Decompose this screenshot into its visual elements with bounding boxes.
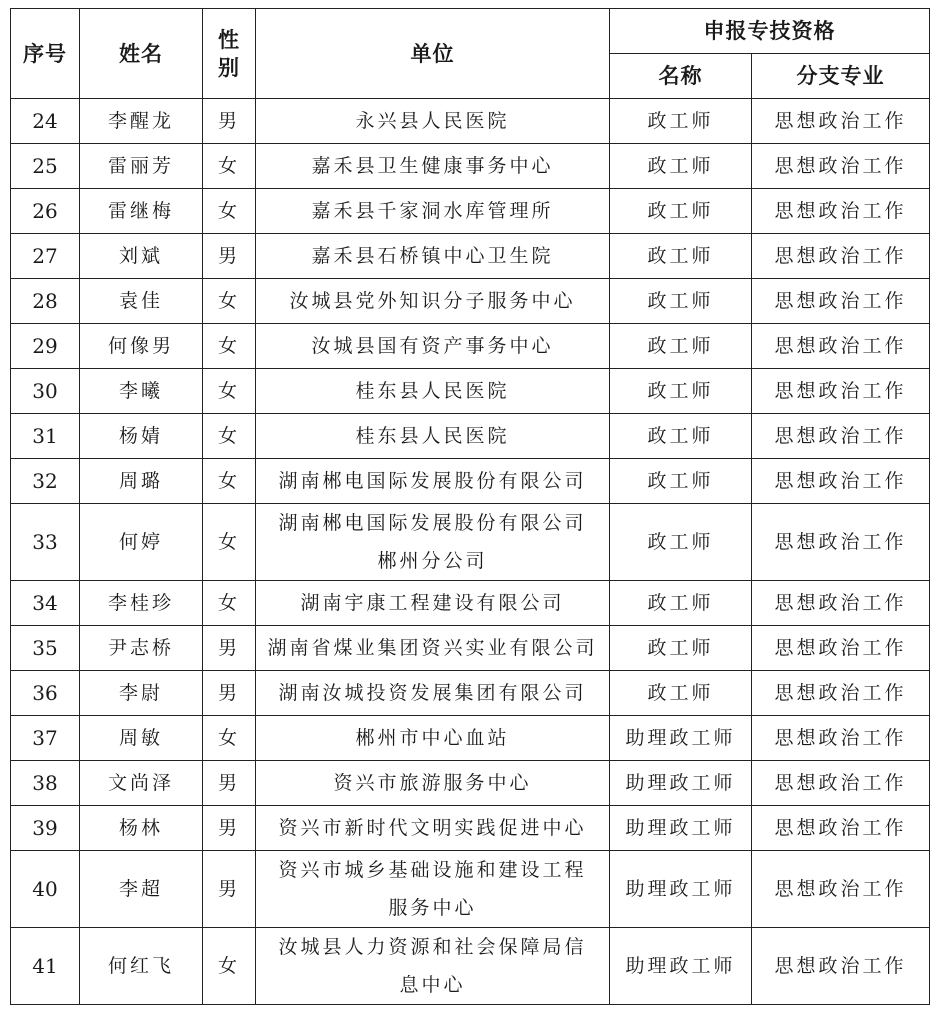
cell-gender: 女: [203, 414, 256, 459]
table-row: [11, 144, 930, 189]
cell-unit-line2: 息中心: [399, 974, 466, 996]
header-unit: 单位: [256, 9, 610, 99]
cell-unit: 永兴县人民医院: [256, 99, 610, 144]
cell-title-name: 政工师: [610, 414, 752, 459]
cell-seq: 37: [11, 716, 80, 761]
cell-specialty: 思想政治工作: [752, 414, 930, 459]
table-row: [11, 369, 930, 414]
cell-seq: 35: [11, 626, 80, 671]
cell-unit: 嘉禾县石桥镇中心卫生院: [256, 234, 610, 279]
table-row: [11, 324, 930, 369]
cell-unit: 桂东县人民医院: [256, 414, 610, 459]
cell-title-name: 政工师: [610, 369, 752, 414]
cell-unit: 资兴市旅游服务中心: [256, 761, 610, 806]
cell-unit: 郴州市中心血站: [256, 716, 610, 761]
table-row: [11, 99, 930, 144]
cell-unit-line2: 郴州分公司: [377, 550, 488, 572]
cell-unit: [256, 928, 610, 1005]
cell-specialty: 思想政治工作: [752, 504, 930, 581]
cell-unit: 嘉禾县千家洞水库管理所: [256, 189, 610, 234]
cell-specialty: 思想政治工作: [752, 626, 930, 671]
cell-seq: 27: [11, 234, 80, 279]
cell-name: 李超: [80, 851, 203, 928]
cell-specialty: 思想政治工作: [752, 369, 930, 414]
cell-name: 杨婧: [80, 414, 203, 459]
table-row: [11, 504, 930, 581]
cell-title-name: 政工师: [610, 581, 752, 626]
cell-seq: 39: [11, 806, 80, 851]
cell-gender: 男: [203, 671, 256, 716]
cell-unit-line1: 湖南郴电国际发展股份有限公司: [278, 512, 587, 534]
cell-gender: 女: [203, 324, 256, 369]
cell-gender: 男: [203, 626, 256, 671]
cell-unit-line2: 服务中心: [388, 897, 477, 919]
cell-name: 刘斌: [80, 234, 203, 279]
header-gender-text: 性别: [218, 27, 240, 80]
cell-title-name: 政工师: [610, 324, 752, 369]
cell-unit: 嘉禾县卫生健康事务中心: [256, 144, 610, 189]
cell-unit: 资兴市新时代文明实践促进中心: [256, 806, 610, 851]
cell-seq: 31: [11, 414, 80, 459]
cell-gender: 女: [203, 504, 256, 581]
table-row: [11, 279, 930, 324]
table-row: [11, 761, 930, 806]
table-row: [11, 851, 930, 928]
cell-specialty: 思想政治工作: [752, 99, 930, 144]
cell-title-name: 政工师: [610, 234, 752, 279]
cell-specialty: 思想政治工作: [752, 671, 930, 716]
cell-seq: 25: [11, 144, 80, 189]
table-row: [11, 581, 930, 626]
cell-seq: 32: [11, 459, 80, 504]
cell-gender: 男: [203, 761, 256, 806]
cell-specialty: 思想政治工作: [752, 806, 930, 851]
cell-title-name: 政工师: [610, 279, 752, 324]
cell-specialty: 思想政治工作: [752, 928, 930, 1005]
cell-gender: 男: [203, 806, 256, 851]
cell-name: 李桂珍: [80, 581, 203, 626]
cell-specialty: 思想政治工作: [752, 234, 930, 279]
cell-title-name: 政工师: [610, 459, 752, 504]
cell-title-name: 政工师: [610, 99, 752, 144]
cell-name: 尹志桥: [80, 626, 203, 671]
cell-title-name: 政工师: [610, 504, 752, 581]
cell-seq: 33: [11, 504, 80, 581]
cell-name: 何红飞: [80, 928, 203, 1005]
cell-title-name: 助理政工师: [610, 851, 752, 928]
cell-gender: 女: [203, 369, 256, 414]
header-seq: 序号: [11, 9, 80, 99]
cell-name: 李曦: [80, 369, 203, 414]
table-row: [11, 414, 930, 459]
cell-title-name: 政工师: [610, 189, 752, 234]
cell-name: 周敏: [80, 716, 203, 761]
cell-gender: 女: [203, 716, 256, 761]
header-title-name: 名称: [610, 54, 752, 99]
cell-unit: 桂东县人民医院: [256, 369, 610, 414]
header-gender: [203, 9, 256, 99]
cell-gender: 男: [203, 851, 256, 928]
cell-specialty: 思想政治工作: [752, 144, 930, 189]
cell-specialty: 思想政治工作: [752, 851, 930, 928]
cell-seq: 29: [11, 324, 80, 369]
cell-specialty: 思想政治工作: [752, 279, 930, 324]
cell-seq: 38: [11, 761, 80, 806]
cell-name: 李尉: [80, 671, 203, 716]
table-row: [11, 234, 930, 279]
cell-unit: 汝城县党外知识分子服务中心: [256, 279, 610, 324]
cell-name: 周璐: [80, 459, 203, 504]
personnel-table: [10, 8, 930, 1005]
cell-specialty: 思想政治工作: [752, 716, 930, 761]
cell-specialty: 思想政治工作: [752, 459, 930, 504]
cell-title-name: 助理政工师: [610, 928, 752, 1005]
cell-seq: 40: [11, 851, 80, 928]
cell-seq: 28: [11, 279, 80, 324]
cell-gender: 女: [203, 279, 256, 324]
cell-seq: 34: [11, 581, 80, 626]
cell-gender: 女: [203, 144, 256, 189]
cell-name: 李醒龙: [80, 99, 203, 144]
cell-title-name: 政工师: [610, 671, 752, 716]
cell-seq: 30: [11, 369, 80, 414]
table-row: [11, 459, 930, 504]
cell-title-name: 政工师: [610, 626, 752, 671]
cell-seq: 36: [11, 671, 80, 716]
cell-name: 雷丽芳: [80, 144, 203, 189]
cell-unit: [256, 504, 610, 581]
cell-specialty: 思想政治工作: [752, 324, 930, 369]
cell-name: 何像男: [80, 324, 203, 369]
cell-name: 杨林: [80, 806, 203, 851]
cell-name: 袁佳: [80, 279, 203, 324]
cell-title-name: 助理政工师: [610, 716, 752, 761]
cell-unit: 湖南宇康工程建设有限公司: [256, 581, 610, 626]
cell-gender: 女: [203, 928, 256, 1005]
table-row: [11, 626, 930, 671]
cell-unit: 湖南汝城投资发展集团有限公司: [256, 671, 610, 716]
cell-gender: 女: [203, 581, 256, 626]
cell-unit: 汝城县国有资产事务中心: [256, 324, 610, 369]
cell-unit: 湖南郴电国际发展股份有限公司: [256, 459, 610, 504]
cell-specialty: 思想政治工作: [752, 761, 930, 806]
cell-title-name: 助理政工师: [610, 761, 752, 806]
header-specialty: 分支专业: [752, 54, 930, 99]
table-body: [11, 99, 930, 1005]
cell-gender: 男: [203, 234, 256, 279]
cell-seq: 24: [11, 99, 80, 144]
cell-gender: 男: [203, 99, 256, 144]
cell-gender: 女: [203, 189, 256, 234]
cell-unit-line1: 汝城县人力资源和社会保障局信: [278, 936, 587, 958]
header-name: 姓名: [80, 9, 203, 99]
cell-unit: [256, 851, 610, 928]
cell-name: 文尚泽: [80, 761, 203, 806]
table-header: [11, 9, 930, 99]
table-row: [11, 716, 930, 761]
cell-seq: 41: [11, 928, 80, 1005]
table-row: [11, 806, 930, 851]
cell-name: 何婷: [80, 504, 203, 581]
cell-name: 雷继梅: [80, 189, 203, 234]
table-row: [11, 189, 930, 234]
header-qualification: 申报专技资格: [610, 9, 930, 54]
table-row: [11, 671, 930, 716]
table-row: [11, 928, 930, 1005]
cell-unit: 湖南省煤业集团资兴实业有限公司: [256, 626, 610, 671]
cell-specialty: 思想政治工作: [752, 189, 930, 234]
cell-seq: 26: [11, 189, 80, 234]
cell-unit-line1: 资兴市城乡基础设施和建设工程: [278, 859, 587, 881]
cell-title-name: 政工师: [610, 144, 752, 189]
cell-specialty: 思想政治工作: [752, 581, 930, 626]
cell-title-name: 助理政工师: [610, 806, 752, 851]
cell-gender: 女: [203, 459, 256, 504]
